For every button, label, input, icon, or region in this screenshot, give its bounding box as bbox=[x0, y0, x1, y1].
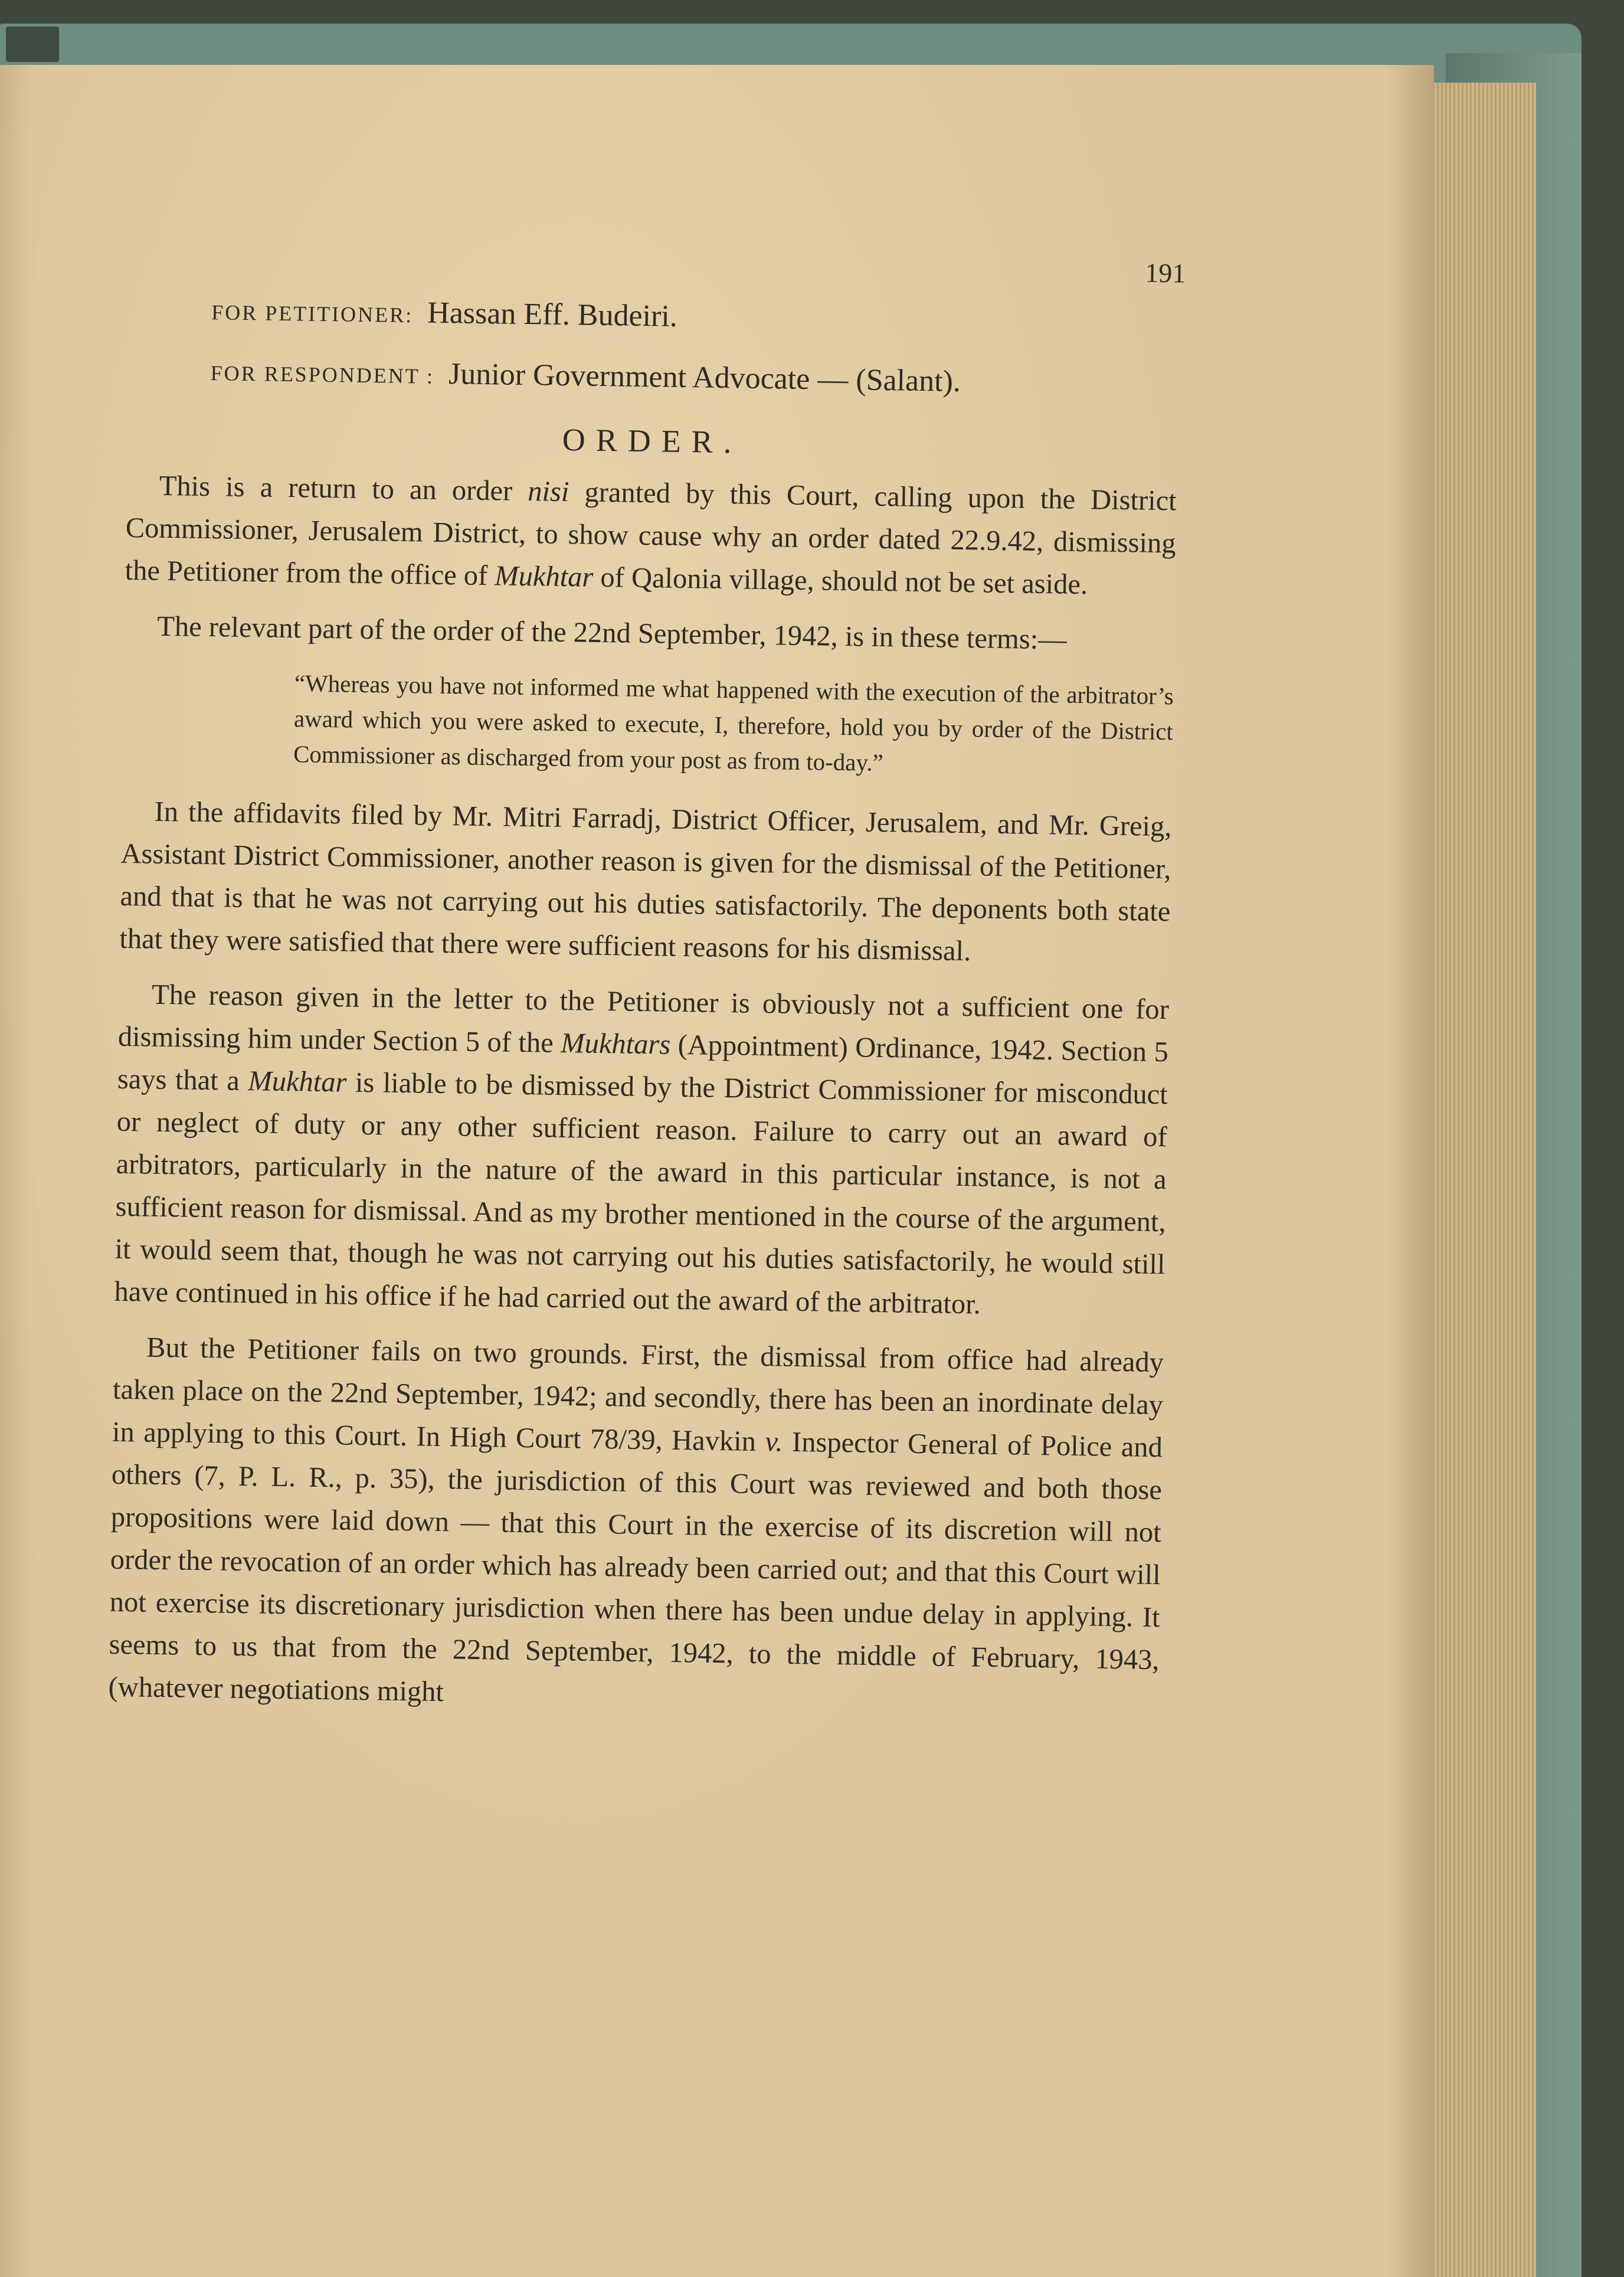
book-page bbox=[0, 65, 1434, 2277]
order-heading: ORDER. bbox=[562, 421, 742, 460]
text-run: (Appointment) Ordinance, 1942. Section 5 says that a bbox=[117, 1029, 1169, 1097]
text-run: of Qalonia village, should not be set aside. bbox=[593, 561, 1088, 601]
paragraph-2: The relevant part of the order of the 22nd September, 1942, is in these terms:— bbox=[156, 610, 1068, 656]
text-run: granted by this Court, calling upon the District Commissioner, Jerusalem District, to show cause why an order dated 22.9.42, dismissing the Petitioner from the office of bbox=[125, 476, 1177, 592]
text-run: But the Petitioner fails on two grounds. First, the dismissal from office had already taken place on the 22nd September, 1942; and secondly, there has been an inordinate delay in applying to this Court. In High Court 78/39, Havkin bbox=[112, 1331, 1164, 1458]
italic-term: Mukhtars bbox=[560, 1027, 671, 1061]
spine-label bbox=[6, 27, 59, 62]
italic-term: nisi bbox=[528, 476, 569, 508]
paragraph-5 bbox=[108, 1326, 1164, 1724]
page-edges bbox=[1416, 83, 1536, 2277]
counsel-petitioner bbox=[129, 291, 1180, 341]
text-run: is liable to be dismissed by the District Commissioner for misconduct or neglect of duty or any other sufficient reason. Failure to carry out an award of arbitrators, particularly in the nature of the award in this particular instance, is not a sufficient reason for dismissal. And as my brother mentioned in the course of the argument, it would seem that, though he was not carrying out his duties satisfactorily, he would still have continued in his office if he had carried out the award of the arbitrator. bbox=[114, 1066, 1168, 1320]
page-content bbox=[108, 242, 1186, 1724]
text-run: Inspector General of Police and others (7, P. L. R., p. 35), the jurisdiction of this Court was reviewed and both those propositions were laid down — that this Court in the exercise of its discretion will not order the revocation of an order which has already been carried out; and that this Court will not exercise its discretionary jurisdiction when there has been undue delay in applying. It seems to us that from the 22nd September, 1942, to the middle of February, 1943, (whatever negotiations might bbox=[108, 1426, 1163, 1708]
paragraph-1 bbox=[125, 464, 1177, 607]
counsel-respondent bbox=[127, 352, 1178, 402]
text-run: The reason given in the letter to the Petitioner is obviously not a sufficient one for dismissing him under Section 5 of the bbox=[117, 979, 1170, 1059]
quoted-order: “Whereas you have not informed me what happened with the execution of the arbitrator’s award which you were asked to execute, I, therefore, hold you by order of the District Commissioner as discharged from your post as from to-day.” bbox=[293, 669, 1174, 777]
counsel-label: FOR RESPONDENT : bbox=[210, 361, 435, 388]
counsel-name: Junior Government Advocate — (Salant). bbox=[448, 357, 961, 398]
counsel-name: Hassan Eff. Budeiri. bbox=[427, 296, 678, 333]
counsel-label: FOR PETITIONER: bbox=[211, 300, 414, 328]
paragraph-3: In the affidavits filed by Mr. Mitri Farradj, District Officer, Jerusalem, and Mr. Greig, Assistant District Commissioner, another reason is given for the dismissal of the Petitioner, and that is that he was not carrying out his duties satisfactorily. The deponents both state that they were satisfied that there were sufficient reasons for his dismissal. bbox=[119, 796, 1172, 967]
italic-term: Mukhtar bbox=[248, 1065, 347, 1098]
italic-term: v. bbox=[765, 1426, 784, 1458]
paragraph-4 bbox=[114, 973, 1169, 1329]
text-run: This is a return to an order bbox=[159, 470, 528, 508]
italic-term: Mukhtar bbox=[495, 560, 594, 593]
page-number: 191 bbox=[1145, 257, 1186, 289]
